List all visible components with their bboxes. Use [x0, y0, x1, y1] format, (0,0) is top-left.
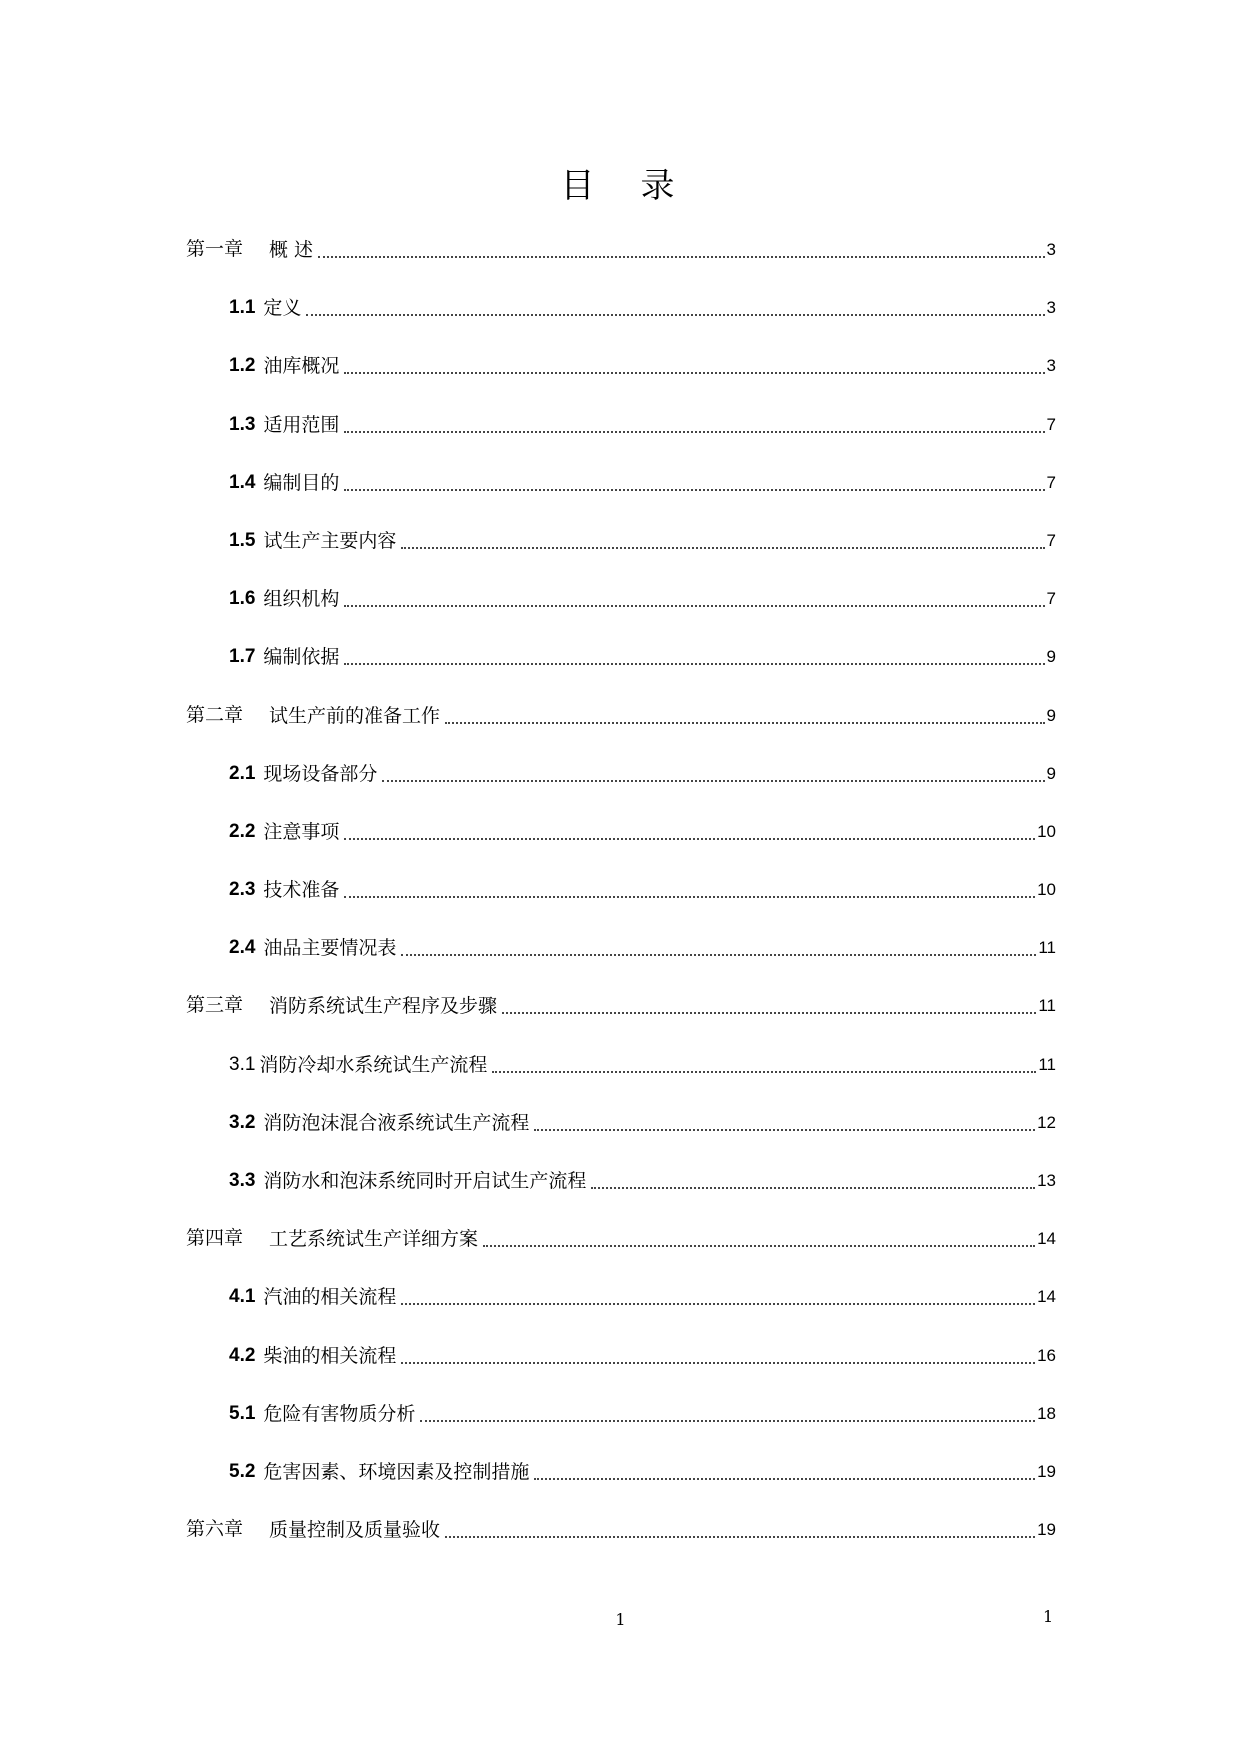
toc-entry-label	[229, 762, 377, 786]
toc-entry-page-number: 7	[1046, 472, 1056, 492]
toc-entry-page-number: 14	[1037, 1229, 1056, 1249]
toc-entry-number: 2.4	[229, 937, 256, 959]
toc-entry-number: 1.2	[229, 355, 256, 377]
toc-entry-label	[229, 1402, 415, 1426]
toc-dot-leader	[502, 994, 1036, 1014]
toc-entry-label	[229, 1169, 586, 1193]
toc-section-entry[interactable]	[186, 413, 1056, 471]
toc-entry-text: 油库概况	[263, 355, 340, 378]
toc-entry-number: 5.1	[229, 1402, 256, 1424]
toc-entry-label	[229, 1053, 487, 1077]
toc-section-entry[interactable]	[186, 878, 1056, 936]
toc-dot-leader	[445, 704, 1045, 724]
toc-entry-label	[229, 296, 301, 320]
toc-entry-page-number: 10	[1037, 880, 1056, 900]
toc-dot-leader	[591, 1169, 1035, 1189]
toc-entry-text: 油品主要情况表	[263, 937, 397, 960]
toc-dot-leader	[401, 936, 1036, 956]
toc-dot-leader	[382, 762, 1044, 782]
toc-section-entry[interactable]	[186, 296, 1056, 354]
toc-entry-text: 危险有害物质分析	[263, 1402, 416, 1425]
toc-dot-leader	[401, 1344, 1035, 1364]
toc-dot-leader	[344, 645, 1044, 665]
toc-chapter-entry[interactable]	[186, 238, 1056, 296]
toc-entry-number: 3.1	[229, 1053, 256, 1075]
toc-dot-leader	[344, 820, 1035, 840]
toc-dot-leader	[492, 1053, 1036, 1073]
toc-entry-number: 2.2	[229, 820, 256, 842]
toc-dot-leader	[534, 1460, 1035, 1480]
toc-entry-text: 消防水和泡沫系统同时开启试生产流程	[263, 1170, 587, 1192]
toc-dot-leader	[344, 354, 1044, 374]
toc-section-entry[interactable]	[186, 762, 1056, 820]
toc-dot-leader	[445, 1518, 1035, 1538]
toc-chapter-entry[interactable]	[186, 994, 1056, 1052]
toc-entry-page-number: 9	[1046, 763, 1056, 783]
toc-entry-label	[229, 471, 339, 495]
toc-dot-leader	[344, 471, 1044, 491]
toc-entry-label	[229, 936, 396, 960]
toc-entry-number: 1.3	[229, 413, 256, 435]
toc-entry-number: 第二章	[186, 704, 244, 726]
toc-section-entry[interactable]	[186, 1402, 1056, 1460]
toc-entry-label	[229, 354, 339, 378]
toc-section-entry[interactable]	[186, 1285, 1056, 1343]
toc-entry-page-number: 3	[1046, 298, 1056, 318]
toc-section-entry[interactable]	[186, 1169, 1056, 1227]
toc-entry-text: 工艺系统试生产详细方案	[269, 1228, 479, 1251]
toc-entry-number: 5.2	[229, 1460, 256, 1482]
toc-entry-text: 技术准备	[263, 879, 340, 902]
toc-entry-text: 消防冷却水系统试生产流程	[259, 1053, 488, 1076]
toc-entry-number: 3.3	[229, 1170, 256, 1191]
toc-chapter-entry[interactable]	[186, 704, 1056, 762]
toc-section-entry[interactable]	[186, 587, 1056, 645]
toc-entry-page-number: 14	[1037, 1287, 1056, 1307]
toc-entry-page-number: 12	[1037, 1112, 1056, 1132]
toc-chapter-entry[interactable]	[186, 1518, 1056, 1576]
toc-entry-label	[186, 1227, 478, 1251]
toc-entry-text: 危害因素、环境因素及控制措施	[263, 1460, 530, 1483]
toc-dot-leader	[420, 1402, 1035, 1422]
toc-entry-label	[229, 1111, 529, 1135]
toc-entry-page-number: 7	[1046, 414, 1056, 434]
toc-entry-text: 质量控制及质量验收	[269, 1519, 441, 1542]
toc-entry-label	[186, 1518, 440, 1542]
toc-entry-page-number: 13	[1037, 1171, 1056, 1190]
toc-entry-text: 消防泡沫混合液系统试生产流程	[263, 1111, 530, 1134]
toc-entry-number: 1.7	[229, 646, 256, 668]
toc-entry-text: 定义	[263, 297, 302, 320]
toc-entry-page-number: 7	[1046, 589, 1056, 609]
toc-entry-text: 编制目的	[263, 471, 340, 494]
toc-dot-leader	[344, 587, 1044, 607]
toc-entry-label	[229, 1285, 396, 1309]
toc-entry-number: 第一章	[186, 239, 244, 260]
toc-entry-text: 柴油的相关流程	[263, 1344, 397, 1367]
toc-section-entry[interactable]	[186, 529, 1056, 587]
toc-section-entry[interactable]	[186, 820, 1056, 878]
toc-section-entry[interactable]	[186, 645, 1056, 703]
toc-entry-label	[186, 238, 313, 262]
toc-entry-number: 1.1	[229, 297, 256, 319]
toc-entry-number: 1.6	[229, 588, 256, 610]
page-number-right: 1	[1043, 1607, 1054, 1626]
toc-title: 目 录	[560, 166, 681, 206]
toc-entry-label	[186, 704, 440, 728]
toc-entry-label	[229, 1344, 396, 1368]
toc-entry-number: 3.2	[229, 1111, 256, 1133]
toc-entry-text: 现场设备部分	[263, 762, 378, 785]
toc-entry-label	[229, 1460, 529, 1484]
toc-entry-page-number: 11	[1038, 1054, 1056, 1074]
toc-entry-text: 试生产前的准备工作	[269, 704, 441, 727]
toc-section-entry[interactable]	[186, 1460, 1056, 1518]
toc-entry-label	[229, 645, 339, 669]
toc-entry-number: 第三章	[186, 995, 244, 1017]
page-number-center: 1	[615, 1610, 626, 1629]
toc-entry-page-number: 11	[1038, 938, 1056, 958]
toc-dot-leader	[534, 1111, 1035, 1131]
toc-section-entry[interactable]	[186, 1111, 1056, 1169]
toc-entry-number: 4.2	[229, 1344, 256, 1366]
toc-entry-number: 1.4	[229, 471, 256, 493]
toc-entry-text: 消防系统试生产程序及步骤	[269, 995, 498, 1018]
toc-entry-label	[186, 994, 497, 1018]
toc-chapter-entry[interactable]	[186, 1227, 1056, 1285]
toc-entry-number: 2.1	[229, 762, 256, 784]
toc-entry-text: 组织机构	[263, 588, 340, 611]
toc-dot-leader	[401, 529, 1044, 549]
toc-entry-number: 第六章	[186, 1519, 244, 1541]
toc-entry-page-number: 19	[1037, 1520, 1056, 1540]
toc-dot-leader	[318, 238, 1044, 258]
toc-entry-label	[229, 878, 339, 902]
toc-entry-page-number: 19	[1037, 1461, 1056, 1481]
toc-entry-page-number: 9	[1046, 705, 1056, 725]
toc-entry-label	[229, 820, 339, 844]
toc-entry-number: 第四章	[186, 1228, 244, 1250]
toc-section-entry[interactable]	[186, 471, 1056, 529]
toc-dot-leader	[344, 413, 1044, 433]
toc-entry-text: 汽油的相关流程	[263, 1286, 397, 1309]
toc-entry-number: 1.5	[229, 529, 256, 551]
toc-entry-text: 适用范围	[263, 413, 340, 436]
toc-entry-page-number: 7	[1046, 530, 1056, 550]
toc-entry-text: 试生产主要内容	[263, 529, 397, 552]
toc-entry-number: 4.1	[229, 1286, 256, 1308]
toc-entry-label	[229, 587, 339, 611]
toc-entry-page-number: 3	[1046, 356, 1056, 376]
toc-entry-page-number: 10	[1037, 821, 1056, 841]
toc-dot-leader	[401, 1285, 1035, 1305]
toc-section-entry[interactable]	[186, 936, 1056, 994]
toc-entry-page-number: 3	[1046, 240, 1056, 259]
toc-dot-leader	[483, 1227, 1035, 1247]
toc-dot-leader	[344, 878, 1035, 898]
toc-dot-leader	[306, 296, 1044, 316]
toc-entry-text: 编制依据	[263, 646, 340, 669]
toc-entry-page-number: 18	[1037, 1403, 1056, 1423]
toc-entry-label	[229, 529, 396, 553]
toc-section-entry[interactable]	[186, 1344, 1056, 1402]
toc-entry-label	[229, 413, 339, 437]
toc-section-entry[interactable]	[186, 1053, 1056, 1111]
toc-entry-text: 概 述	[269, 239, 314, 261]
toc-entry-page-number: 16	[1037, 1345, 1056, 1365]
toc-entry-page-number: 9	[1046, 647, 1056, 667]
table-of-contents	[186, 238, 1056, 1576]
toc-entry-text: 注意事项	[263, 820, 340, 843]
toc-entry-page-number: 11	[1038, 996, 1056, 1016]
toc-entry-number: 2.3	[229, 879, 256, 901]
toc-section-entry[interactable]	[186, 354, 1056, 412]
